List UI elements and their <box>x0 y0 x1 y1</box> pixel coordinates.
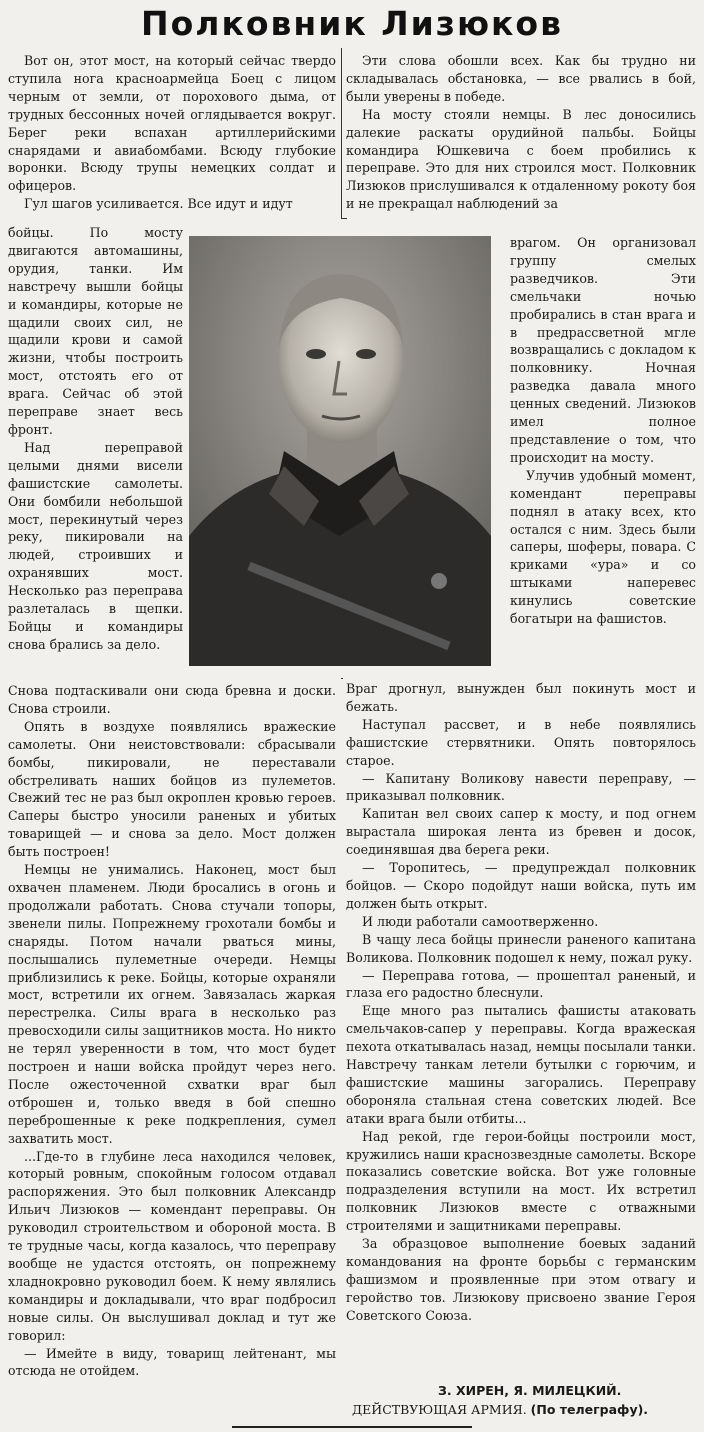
paragraph: бойцы. По мосту двигаются автомашины, орудия, танки. Им навстречу вышли бойцы и командиры, которые не щадили своих сил, не щадили крови и самой жизни, чтобы построить мост, отстоять его от врага. Сейчас об этой переправе знает весь фронт. <box>8 225 183 437</box>
byline-place <box>352 1401 648 1419</box>
paragraph: Над рекой, где герои-бойцы построили мост, кружились наши краснозвездные самолеты. Вскоре показались советские войска. Вот уже головные подразделения вступили на мост. Их встретил полковник Лизюков вместе с отважными строителями и защитниками переправы. <box>346 1128 696 1234</box>
column-1-top <box>8 52 336 224</box>
paragraph: Вот он, этот мост, на который сейчас твердо ступила нога красноармейца Боец с лицом черным от земли, от порохового дыма, от трудных бессонных ночей оглядывается вокруг. Берег реки вспахан артиллерийскими снарядами и авиабомбами. Всюду глубокие воронки. Всюду трупы немецких солдат и офицеров. <box>8 53 336 194</box>
column-rule-step-lower <box>341 678 343 679</box>
paragraph: Эти слова обошли всех. Как бы трудно ни складывалась обстановка, — все рвались в бой, были уверены в победе. <box>346 53 696 104</box>
paragraph: Капитан вел своих сапер к мосту, и под огнем вырастала широкая лента из бревен и досок, соединявшая два берега реки. <box>346 806 696 858</box>
paragraph: Улучив удобный момент, комендант переправы поднял в атаку всех, кто остался с ним. Здесь были саперы, шоферы, повара. С криками «ура» и со штыками наперевес кинулись советские богатыри на фашистов. <box>510 467 696 627</box>
paragraph: Наступал рассвет, и в небе появлялись фашистские стервятники. Опять повторялось старое. <box>346 716 696 768</box>
column-1-wrap <box>8 224 183 682</box>
byline-place-text: ДЕЙСТВУЮЩАЯ АРМИЯ. <box>352 1402 527 1417</box>
headline: Полковник Лизюков <box>141 4 563 43</box>
portrait-photo-image <box>189 236 491 666</box>
paragraph: На мосту стояли немцы. В лес доносились далекие раскаты орудийной пальбы. Бойцы командира Юшкевича с боем пробились к переправе. Это для них строился мост. Полковник Лизюков прислушивался к отдаленному рокоту боя и не прекращал наблюдений за <box>346 106 696 212</box>
byline-authors: З. ХИРЕН, Я. МИЛЕЦКИЙ. <box>438 1383 622 1398</box>
column-2-bottom <box>346 680 696 1380</box>
paragraph: Гул шагов усиливается. Все идут и идут <box>24 196 293 212</box>
paragraph: — Имейте в виду, товарищ лейтенант, мы отсюда не отойдем. <box>8 1345 336 1379</box>
paragraph: Немцы не унимались. Наконец, мост был охвачен пламенем. Люди бросались в огонь и продолжали работать. Снова стучали топоры, звенели пилы. Попрежнему грохотали бомбы и снаряды. Потом начали рваться мины, послышались пулеметные очереди. Немцы приблизились к реке. Бойцы, которые охраняли мост, встретили их огнем. Завязалась жаркая перестрелка. Силы врага в несколько раз превосходили силы защитников моста. Но никто не терял уверенности в том, что мост будет построен и наши войска пройдут через него. После ожесточенной схватки враг был отброшен и, только введя в бой спешно переброшенные к реке подкрепления, сумел захватить мост. <box>8 862 336 1146</box>
byline-note: (По телеграфу). <box>530 1402 649 1417</box>
paragraph: И люди работали самоотверженно. <box>362 913 599 929</box>
footer-rule <box>232 1426 472 1428</box>
column-1-bottom <box>8 682 336 1422</box>
paragraph: — Переправа готова, — прошептал раненый, и глаза его радостно блеснули. <box>346 967 696 1001</box>
paragraph: — Капитану Воликову навести переправу, — приказывал полковник. <box>346 770 696 804</box>
paragraph: Снова подтаскивали они сюда бревна и доски. Снова строили. <box>8 683 336 716</box>
column-2-top <box>346 52 696 236</box>
paragraph: Еще много раз пытались фашисты атаковать смельчаков-сапер у переправы. Когда вражеская пехота откатывалась назад, немцы посылали танки. Навстречу танкам летели бутылки с горючим, и фашистские машины загорались. Переправу обороняла стальная стена советских людей. Все атаки врага были отбиты... <box>346 1003 696 1126</box>
portrait-photo <box>189 236 491 666</box>
paragraph: Над переправой целыми днями висели фашистские самолеты. Они бомбили небольшой мост, перекинутый через реку, пикировали на людей, строивших и охранявших мост. Несколько раз переправа разлеталась в щепки. Бойцы и командиры снова брались за дело. <box>8 439 183 652</box>
paragraph: В чащу леса бойцы принесли раненого капитана Воликова. Полковник подошел к нему, пожал руку. <box>346 931 696 965</box>
paragraph: За образцовое выполнение боевых заданий командования на фронте борьбы с германским фашизмом и проявленные при этом отвагу и геройство тов. Лизюкову присвоено звание Героя Советского Союза. <box>346 1236 696 1323</box>
paragraph: — Торопитесь, — предупреждал полковник бойцов. — Скоро подойдут наши войска, путь им должен быть открыт. <box>346 860 696 911</box>
column-2-wrap <box>510 234 696 680</box>
paragraph: врагом. Он организовал группу смелых разведчиков. Эти смельчаки ночью пробирались в стан врага и в предрассветной мгле возвращались с докладом к полковнику. Ночная разведка давала много ценных сведений. Лизюков имел полное представление о том, что происходит на мосту. <box>510 235 696 465</box>
paragraph: Опять в воздухе появлялись вражеские самолеты. Они неистовствовали: сбрасывали бомбы, пикировали, не переставали обстреливать наших бойцов из пулеметов. Свежий тес не раз был окроплен кровью героев. Саперы быстро уносили раненых и убитых товарищей — и снова за дело. Мост должен быть построен! <box>8 718 336 860</box>
column-rule <box>341 48 342 218</box>
paragraph: Враг дрогнул, вынужден был покинуть мост и бежать. <box>346 681 696 714</box>
paragraph: ...Где-то в глубине леса находился человек, который ровным, спокойным голосом отдавал распоряжения. Это был полковник Александр Ильич Лизюков — комендант переправы. Он руководил строительством и обороной моста. В те трудные часы, когда казалось, что переправу вообще не удастся отстоять, он попрежнему хладнокровно руководил боем. К нему являлись командиры и докладывали, что враг подбросил новые силы. Он выслушивал доклад и тут же говорил: <box>8 1148 336 1343</box>
